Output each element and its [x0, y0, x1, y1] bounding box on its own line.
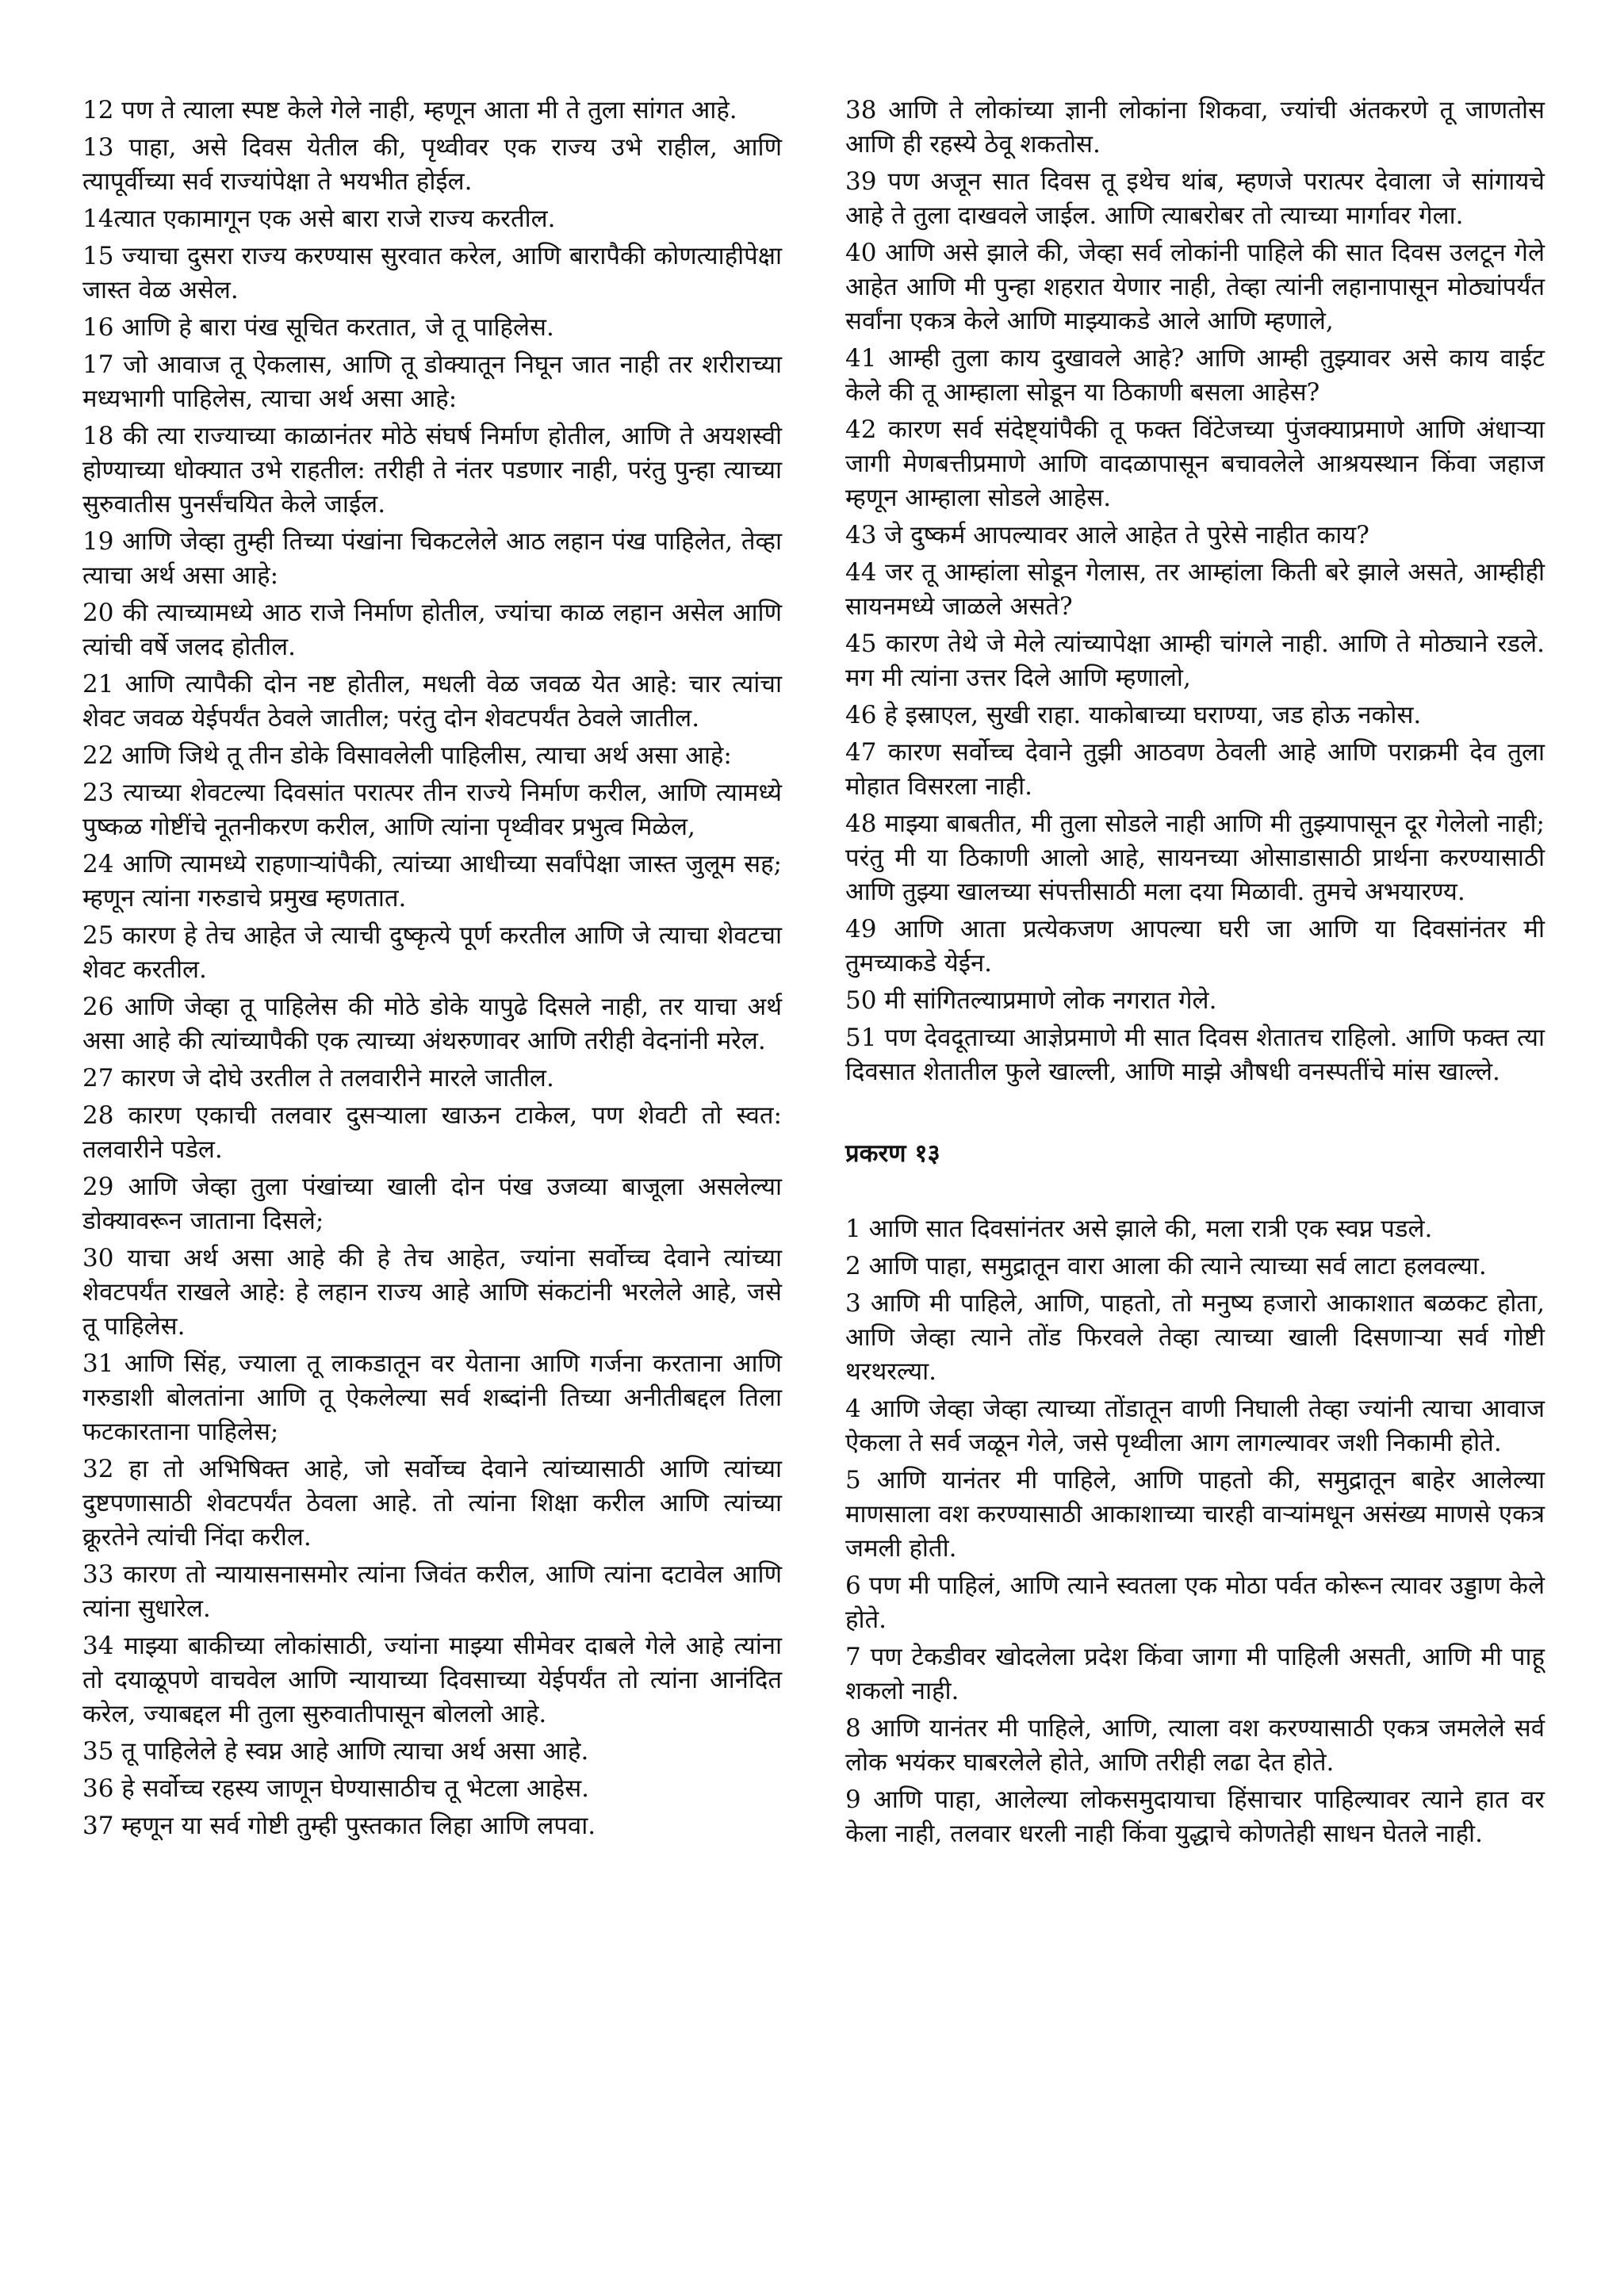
- verse: 26 आणि जेव्हा तू पाहिलेस की मोठे डोके यापुढे दिसले नाही, तर याचा अर्थ असा आहे की त्यांच्यापैकी एक त्याच्या अंथरुणावर आणि तरीही वेदनांनी मरेल.: [82, 993, 782, 1055]
- verse: 16 आणि हे बारा पंख सूचित करतात, जे तू पाहिलेस.: [82, 313, 554, 342]
- verse: 6 पण मी पाहिलं, आणि त्याने स्वतला एक मोठा पर्वत कोरून त्यावर उड्डाण केले होते.: [845, 1571, 1545, 1634]
- verse: 35 तू पाहिलेले हे स्वप्न आहे आणि त्याचा अर्थ असा आहे.: [82, 1737, 589, 1766]
- verse: 38 आणि ते लोकांच्या ज्ञानी लोकांना शिकवा, ज्यांची अंतकरणे तू जाणतोस आणि ही रहस्ये ठेवू शकतोस.: [845, 96, 1545, 159]
- verse: 50 मी सांगितल्याप्रमाणे लोक नगरात गेले.: [845, 986, 1217, 1015]
- verse: 8 आणि यानंतर मी पाहिले, आणि, त्याला वश करण्यासाठी एकत्र जमलेले सर्व लोक भयंकर घाबरलेले होते, आणि तरीही लढा देत होते.: [845, 1714, 1545, 1777]
- verse: 9 आणि पाहा, आलेल्या लोकसमुदायाचा हिंसाचार पाहिल्यावर त्याने हात वर केला नाही, तलवार धरली नाही किंवा युद्धाचे कोणतेही साधन घेतले नाही.: [845, 1785, 1545, 1848]
- verse: 45 कारण तेथे जे मेले त्यांच्यापेक्षा आम्ही चांगले नाही. आणि ते मोठ्याने रडले. मग मी त्यांना उत्तर दिले आणि म्हणालो,: [845, 629, 1545, 692]
- verse: 44 जर तू आम्हांला सोडून गेलास, तर आम्हांला किती बरे झाले असते, आम्हीही सायनमध्ये जाळले असते?: [845, 558, 1545, 621]
- verse: 48 माझ्या बाबतीत, मी तुला सोडले नाही आणि मी तुझ्यापासून दूर गेलेलो नाही; परंतु मी या ठिकाणी आलो आहे, सायनच्या ओसाडासाठी प्रार्थना करण्यासाठी आणि तुझ्या खालच्या संपत्तीसाठी मला दया मिळावी. तुमचे अभयारण्य.: [845, 809, 1545, 906]
- verse: 33 कारण तो न्यायासनासमोर त्यांना जिवंत करील, आणि त्यांना दटावेल आणि त्यांना सुधारेल.: [82, 1560, 782, 1623]
- verse: 27 कारण जे दोघे उरतील ते तलवारीने मारले जातील.: [82, 1064, 554, 1093]
- verse: 34 माझ्या बाकीच्या लोकांसाठी, ज्यांना माझ्या सीमेवर दाबले गेले आहे त्यांना तो दयाळूपणे वाचवेल आणि न्यायाच्या दिवसाच्या येईपर्यंत तो त्यांना आनंदित करेल, ज्याबद्दल मी तुला सुरुवातीपासून बोललो आहे.: [82, 1632, 782, 1728]
- verse: 14त्यात एकामागून एक असे बारा राजे राज्य करतील.: [82, 205, 556, 233]
- verse: 3 आणि मी पाहिले, आणि, पाहतो, तो मनुष्य हजारो आकाशात बळकट होता, आणि जेव्हा त्याने तोंड फिरवले तेव्हा त्याच्या खाली दिसणाऱ्या सर्व गोष्टी थरथरल्या.: [845, 1289, 1545, 1386]
- verse: 12 पण ते त्याला स्पष्ट केले गेले नाही, म्हणून आता मी ते तुला सांगत आहे.: [82, 96, 737, 124]
- verse: 49 आणि आता प्रत्येकजण आपल्या घरी जा आणि या दिवसांनंतर मी तुमच्याकडे येईन.: [845, 915, 1545, 978]
- verse: 24 आणि त्यामध्ये राहणाऱ्यांपैकी, त्यांच्या आधीच्या सर्वांपेक्षा जास्त जुलूम सह; म्हणून त्यांना गरुडाचे प्रमुख म्हणतात.: [82, 850, 782, 913]
- verse: 4 आणि जेव्हा जेव्हा त्याच्या तोंडातून वाणी निघाली तेव्हा ज्यांनी त्याचा आवाज ऐकला ते सर्व जळून गेले, जसे पृथ्वीला आग लागल्यावर जशी निकामी होते.: [845, 1395, 1545, 1457]
- verse: 30 याचा अर्थ असा आहे की हे तेच आहेत, ज्यांना सर्वोच्च देवाने त्यांच्या शेवटपर्यंत राखले आहे: हे लहान राज्य आहे आणि संकटांनी भरलेले आहे, जसे तू पाहिलेस.: [82, 1244, 782, 1341]
- verse: 32 हा तो अभिषिक्त आहे, जो सर्वोच्च देवाने त्यांच्यासाठी आणि त्यांच्या दुष्टपणासाठी शेवटपर्यंत ठेवला आहे. तो त्यांना शिक्षा करील आणि त्यांच्या क्रूरतेने त्यांची निंदा करील.: [82, 1455, 782, 1552]
- verse: 18 की त्या राज्याच्या काळानंतर मोठे संघर्ष निर्माण होतील, आणि ते अयशस्वी होण्याच्या धोक्यात उभे राहतील: तरीही ते नंतर पडणार नाही, परंतु पुन्हा त्याच्या सुरुवातीस पुनर्संचयित केले जाईल.: [82, 422, 782, 519]
- verse: 1 आणि सात दिवसांनंतर असे झाले की, मला रात्री एक स्वप्न पडले.: [845, 1215, 1433, 1243]
- verse: 7 पण टेकडीवर खोदलेला प्रदेश किंवा जागा मी पाहिली असती, आणि मी पाहू शकलो नाही.: [845, 1643, 1545, 1705]
- verse: 47 कारण सर्वोच्च देवाने तुझी आठवण ठेवली आहे आणि पराक्रमी देव तुला मोहात विसरला नाही.: [845, 738, 1545, 801]
- verse: 19 आणि जेव्हा तुम्ही तिच्या पंखांना चिकटलेले आठ लहान पंख पाहिलेत, तेव्हा त्याचा अर्थ असा आहे:: [82, 527, 782, 590]
- verse: 13 पाहा, असे दिवस येतील की, पृथ्वीवर एक राज्य उभे राहील, आणि त्यापूर्वीच्या सर्व राज्यांपेक्षा ते भयभीत होईल.: [82, 133, 782, 196]
- verse: 17 जो आवाज तू ऐकलास, आणि तू डोक्यातून निघून जात नाही तर शरीराच्या मध्यभागी पाहिलेस, त्याचा अर्थ असा आहे:: [82, 350, 782, 413]
- verse: 2 आणि पाहा, समुद्रातून वारा आला की त्याने त्याच्या सर्व लाटा हलवल्या.: [845, 1252, 1487, 1280]
- verse: 15 ज्याचा दुसरा राज्य करण्यास सुरवात करेल, आणि बारापैकी कोणत्याहीपेक्षा जास्त वेळ असेल.: [82, 242, 782, 304]
- verse: 28 कारण एकाची तलवार दुसऱ्याला खाऊन टाकेल, पण शेवटी तो स्वत: तलवारीने पडेल.: [82, 1101, 782, 1164]
- verse: 51 पण देवदूताच्या आज्ञेप्रमाणे मी सात दिवस शेतातच राहिलो. आणि फक्त त्या दिवसात शेतातील फुले खाल्ली, आणि माझे औषधी वनस्पतींचे मांस खाल्ले.: [845, 1024, 1545, 1086]
- verse: 23 त्याच्या शेवटल्या दिवसांत परात्पर तीन राज्ये निर्माण करील, आणि त्यामध्ये पुष्कळ गोष्टींचे नूतनीकरण करील, आणि त्यांना पृथ्वीवर प्रभुत्व मिळेल,: [82, 779, 782, 841]
- verse: 41 आम्ही तुला काय दुखावले आहे? आणि आम्ही तुझ्यावर असे काय वाईट केले की तू आम्हाला सोडून या ठिकाणी बसला आहेस?: [845, 344, 1545, 407]
- verse: 25 कारण हे तेच आहेत जे त्याची दुष्कृत्ये पूर्ण करतील आणि जे त्याचा शेवटचा शेवट करतील.: [82, 921, 782, 984]
- verse: 43 जे दुष्कर्म आपल्यावर आले आहेत ते पुरेसे नाहीत काय?: [845, 521, 1369, 549]
- verse: 5 आणि यानंतर मी पाहिले, आणि पाहतो की, समुद्रातून बाहेर आलेल्या माणसाला वश करण्यासाठी आकाशाच्या चारही वाऱ्यांमधून असंख्य माणसे एकत्र जमली होती.: [845, 1466, 1545, 1563]
- verse: 40 आणि असे झाले की, जेव्हा सर्व लोकांनी पाहिले की सात दिवस उलटून गेले आहेत आणि मी पुन्हा शहरात येणार नाही, तेव्हा त्यांनी लहानापासून मोठ्यांपर्यंत सर्वांना एकत्र केले आणि माझ्याकडे आले आणि म्हणाले,: [845, 239, 1545, 335]
- verse: 31 आणि सिंह, ज्याला तू लाकडातून वर येताना आणि गर्जना करताना आणि गरुडाशी बोलतांना आणि तू ऐकलेल्या सर्व शब्दांनी तिच्या अनीतीबद्दल तिला फटकारताना पाहिलेस;: [82, 1349, 782, 1446]
- verse: 36 हे सर्वोच्च रहस्य जाणून घेण्यासाठीच तू भेटला आहेस.: [82, 1774, 590, 1803]
- verse: 39 पण अजून सात दिवस तू इथेच थांब, म्हणजे परात्पर देवाला जे सांगायचे आहे ते तुला दाखवले जाईल. आणि त्याबरोबर तो त्याच्या मार्गावर गेला.: [845, 167, 1545, 230]
- verse: 20 की त्याच्यामध्ये आठ राजे निर्माण होतील, ज्यांचा काळ लहान असेल आणि त्यांची वर्षे जलद होतील.: [82, 599, 782, 661]
- verse: 37 म्हणून या सर्व गोष्टी तुम्ही पुस्तकात लिहा आणि लपवा.: [82, 1812, 596, 1840]
- chapter-heading: प्रकरण १३: [845, 1139, 940, 1168]
- right-column: [845, 94, 1545, 2233]
- verse: 29 आणि जेव्हा तुला पंखांच्या खाली दोन पंख उजव्या बाजूला असलेल्या डोक्यावरून जाताना दिसले;: [82, 1173, 782, 1235]
- left-column: [82, 94, 782, 2233]
- verse: 21 आणि त्यापैकी दोन नष्ट होतील, मधली वेळ जवळ येत आहे: चार त्यांचा शेवट जवळ येईपर्यंत ठेवले जातील; परंतु दोन शेवटपर्यंत ठेवले जातील.: [82, 670, 782, 733]
- verse: 46 हे इस्राएल, सुखी राहा. याकोबाच्या घराण्या, जड होऊ नकोस.: [845, 701, 1422, 729]
- verse: 22 आणि जिथे तू तीन डोके विसावलेली पाहिलीस, त्याचा अर्थ असा आहे:: [82, 741, 732, 770]
- verse: 42 कारण सर्व संदेष्ट्यांपैकी तू फक्त विंटेजच्या पुंजक्याप्रमाणे आणि अंधाऱ्या जागी मेणबत्तीप्रमाणे आणि वादळापासून बचावलेले आश्रयस्थान किंवा जहाज म्हणून आम्हाला सोडले आहेस.: [845, 415, 1545, 512]
